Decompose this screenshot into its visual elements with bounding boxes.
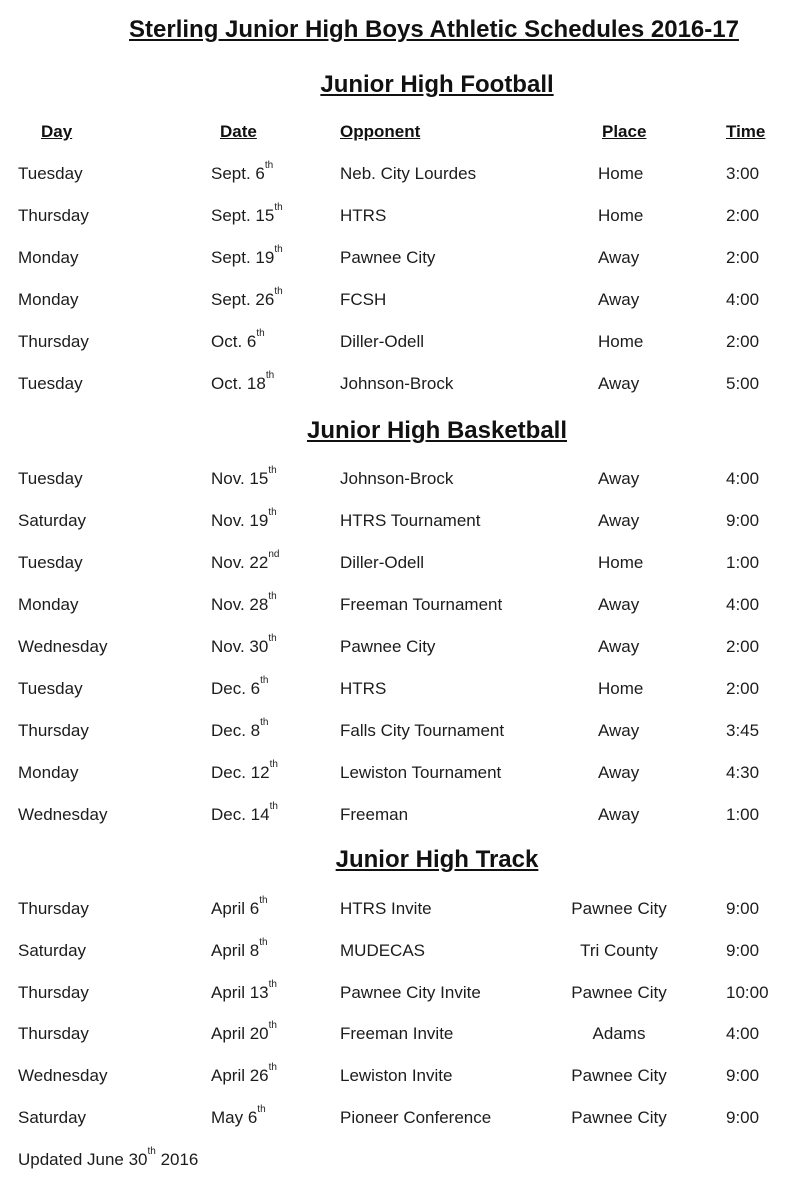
- time-column-header: Time: [726, 122, 766, 141]
- row-place: Away: [598, 637, 640, 656]
- row-date-text: Sept. 15: [211, 206, 275, 225]
- row-opponent: Lewiston Tournament: [340, 763, 502, 782]
- row-place: Home: [598, 332, 644, 351]
- row-date-suffix: th: [269, 801, 278, 812]
- row-date-text: Oct. 6: [211, 332, 257, 351]
- row-place: Pawnee City: [571, 1108, 667, 1127]
- row-place: Away: [598, 595, 640, 614]
- row-opponent: Pawnee City Invite: [340, 982, 481, 1002]
- row-date-suffix: th: [268, 591, 277, 602]
- row-opponent: Pioneer Conference: [340, 1108, 492, 1127]
- row-time: 1:00: [726, 805, 760, 824]
- row-date: [211, 1062, 277, 1086]
- row-day: Thursday: [18, 982, 89, 1002]
- row-place: Away: [598, 374, 640, 393]
- row-day: Monday: [18, 763, 79, 782]
- row-date: [211, 370, 275, 394]
- schedule-row: [0, 675, 798, 703]
- row-place: Pawnee City: [571, 1066, 667, 1086]
- day-column-header: Day: [41, 122, 73, 141]
- row-date-text: Nov. 22: [211, 553, 269, 572]
- page-title: Sterling Junior High Boys Athletic Schedules 2016-17: [129, 16, 739, 43]
- row-date-text: Sept. 6: [211, 164, 265, 183]
- row-day: Tuesday: [18, 469, 83, 488]
- row-date: [211, 286, 283, 310]
- row-time: 1:00: [726, 553, 760, 572]
- schedule-row: [0, 1062, 798, 1090]
- row-date: [211, 801, 278, 825]
- row-date-text: Dec. 14: [211, 805, 270, 824]
- row-day: Thursday: [18, 899, 89, 918]
- schedule-row: [0, 801, 798, 829]
- row-place: Home: [598, 553, 644, 572]
- row-date-text: April 20: [211, 1024, 269, 1044]
- row-date-suffix: th: [268, 978, 277, 990]
- row-date-suffix: th: [268, 1062, 277, 1074]
- opponent-column-header: Opponent: [340, 122, 421, 141]
- row-date-text: Dec. 12: [211, 763, 270, 782]
- row-date-suffix: th: [256, 328, 265, 339]
- row-place: Away: [598, 721, 640, 740]
- schedule-row: [0, 286, 798, 314]
- row-date-text: May 6: [211, 1108, 258, 1127]
- updated-note-year: 2016: [155, 1150, 199, 1169]
- row-date-text: Nov. 19: [211, 511, 269, 530]
- football-section-title: Junior High Football: [320, 71, 554, 98]
- row-opponent: Neb. City Lourdes: [340, 164, 477, 183]
- schedule-row: [0, 717, 798, 745]
- row-day: Monday: [18, 595, 79, 614]
- row-day: Wednesday: [18, 805, 108, 824]
- row-time: 4:00: [726, 595, 760, 614]
- row-place: Away: [598, 290, 640, 309]
- schedule-row: [0, 591, 798, 619]
- row-day: Wednesday: [18, 637, 108, 656]
- row-place: Pawnee City: [571, 982, 667, 1002]
- row-day: Wednesday: [18, 1066, 108, 1086]
- schedule-row: [0, 1104, 798, 1132]
- row-day: Thursday: [18, 1024, 89, 1044]
- row-date: [211, 202, 283, 226]
- schedule-row: [0, 759, 798, 787]
- row-date-text: Nov. 30: [211, 637, 269, 656]
- row-date: [211, 244, 283, 268]
- row-date-text: Dec. 6: [211, 679, 261, 698]
- row-date-suffix: th: [260, 675, 269, 686]
- row-opponent: HTRS Tournament: [340, 511, 481, 530]
- date-column-header: Date: [220, 122, 257, 141]
- row-date: [211, 1020, 277, 1044]
- row-time: 2:00: [726, 679, 760, 698]
- track-section-title: Junior High Track: [335, 846, 539, 873]
- row-date: [211, 1104, 266, 1128]
- row-day: Saturday: [18, 940, 87, 960]
- row-date: [211, 978, 277, 1003]
- row-day: Tuesday: [18, 679, 83, 698]
- row-date-suffix: th: [274, 244, 283, 255]
- row-date: [211, 591, 277, 615]
- schedule-row: [0, 936, 798, 965]
- row-date-suffix: th: [260, 717, 269, 728]
- row-place: Home: [598, 206, 644, 225]
- schedule-row: [0, 244, 798, 272]
- schedule-row: [0, 549, 798, 577]
- row-date: [211, 717, 269, 741]
- row-date-text: Oct. 18: [211, 374, 266, 393]
- row-place: Away: [598, 511, 640, 530]
- row-date-suffix: th: [268, 1020, 277, 1032]
- row-date-suffix: th: [257, 1104, 266, 1115]
- row-date-suffix: th: [264, 160, 274, 171]
- row-date-text: April 6: [211, 899, 260, 918]
- row-date: [211, 549, 280, 573]
- row-date-suffix: th: [274, 286, 283, 297]
- row-date-text: Nov. 15: [211, 469, 269, 488]
- schedule-row: [0, 465, 798, 493]
- row-opponent: Pawnee City: [340, 248, 436, 267]
- row-time: 9:00: [726, 940, 760, 960]
- row-opponent: Freeman: [340, 805, 409, 824]
- schedule-row: [0, 633, 798, 661]
- row-day: Monday: [18, 290, 79, 309]
- row-date: [211, 936, 268, 961]
- row-opponent: Lewiston Invite: [340, 1066, 453, 1086]
- row-date-suffix: th: [268, 633, 277, 644]
- row-date: [211, 160, 274, 184]
- row-date: [211, 465, 277, 489]
- row-date-text: April 26: [211, 1066, 269, 1086]
- row-date-suffix: th: [274, 202, 283, 213]
- row-opponent: Diller-Odell: [340, 553, 425, 572]
- row-place: Tri County: [580, 940, 658, 960]
- row-time: 3:00: [726, 164, 760, 183]
- row-day: Saturday: [18, 511, 87, 530]
- schedule-row: [0, 160, 798, 188]
- row-date: [211, 895, 268, 919]
- row-day: Monday: [18, 248, 79, 267]
- row-date-text: April 13: [211, 982, 269, 1002]
- basketball-section-title: Junior High Basketball: [306, 417, 568, 444]
- row-date: [211, 507, 277, 531]
- row-date-suffix: th: [265, 370, 275, 381]
- row-time: 9:00: [726, 1066, 760, 1086]
- schedule-row: [0, 507, 798, 535]
- row-place: Home: [598, 164, 644, 183]
- row-day: Tuesday: [18, 553, 83, 572]
- row-opponent: Pawnee City: [340, 637, 436, 656]
- place-column-header: Place: [602, 122, 647, 141]
- row-place: Home: [598, 679, 644, 698]
- row-time: 5:00: [726, 374, 760, 393]
- row-time: 9:00: [726, 1108, 760, 1127]
- updated-note: [18, 1146, 199, 1170]
- row-opponent: Johnson-Brock: [340, 469, 454, 488]
- row-opponent: HTRS: [340, 206, 387, 225]
- updated-note-prefix: Updated June 30: [18, 1150, 148, 1169]
- row-day: Thursday: [18, 332, 89, 351]
- row-day: Tuesday: [18, 164, 83, 183]
- row-date-text: Nov. 28: [211, 595, 269, 614]
- row-date-text: Sept. 19: [211, 248, 275, 267]
- row-day: Thursday: [18, 206, 89, 225]
- schedule-row: [0, 328, 798, 356]
- row-time: 2:00: [726, 637, 760, 656]
- row-time: 9:00: [726, 511, 760, 530]
- row-time: 9:00: [726, 899, 760, 918]
- row-opponent: Falls City Tournament: [340, 721, 505, 740]
- row-time: 4:00: [726, 290, 760, 309]
- row-day: Saturday: [18, 1108, 87, 1127]
- row-date-suffix: th: [259, 936, 268, 948]
- row-date-text: Sept. 26: [211, 290, 275, 309]
- row-time: 2:00: [726, 332, 760, 351]
- row-opponent: FCSH: [340, 290, 387, 309]
- row-opponent: Freeman Tournament: [340, 595, 503, 614]
- row-date-text: Dec. 8: [211, 721, 261, 740]
- row-opponent: Diller-Odell: [340, 332, 425, 351]
- row-time: 4:00: [726, 469, 760, 488]
- row-place: Away: [598, 805, 640, 824]
- row-place: Away: [598, 469, 640, 488]
- row-opponent: MUDECAS: [340, 940, 426, 960]
- row-opponent: HTRS Invite: [340, 899, 432, 918]
- schedule-row: [0, 978, 798, 1007]
- row-day: Thursday: [18, 721, 89, 740]
- row-time: 2:00: [726, 248, 760, 267]
- row-date: [211, 328, 265, 352]
- row-opponent: HTRS: [340, 679, 387, 698]
- row-date: [211, 675, 269, 699]
- row-time: 10:00: [726, 982, 769, 1002]
- schedule-row: [0, 895, 798, 923]
- row-time: 4:00: [726, 1024, 760, 1044]
- row-date-suffix: th: [259, 895, 268, 906]
- row-place: Away: [598, 763, 640, 782]
- row-date-suffix: th: [268, 507, 277, 518]
- schedule-row: [0, 1020, 798, 1048]
- row-date-suffix: th: [269, 759, 278, 770]
- row-opponent: Johnson-Brock: [340, 374, 454, 393]
- schedule-row: [0, 370, 798, 398]
- updated-note-suffix: th: [147, 1146, 156, 1157]
- row-place: Adams: [592, 1024, 646, 1044]
- row-time: 3:45: [726, 721, 760, 740]
- row-date-text: April 8: [211, 940, 260, 960]
- row-opponent: Freeman Invite: [340, 1024, 454, 1044]
- schedule-row: [0, 202, 798, 230]
- row-place: Pawnee City: [571, 899, 667, 918]
- row-day: Tuesday: [18, 374, 83, 393]
- row-time: 4:30: [726, 763, 760, 782]
- row-date-suffix: nd: [268, 549, 280, 560]
- row-date-suffix: th: [268, 465, 277, 476]
- row-date: [211, 759, 278, 783]
- row-time: 2:00: [726, 206, 760, 225]
- row-place: Away: [598, 248, 640, 267]
- row-date: [211, 633, 277, 657]
